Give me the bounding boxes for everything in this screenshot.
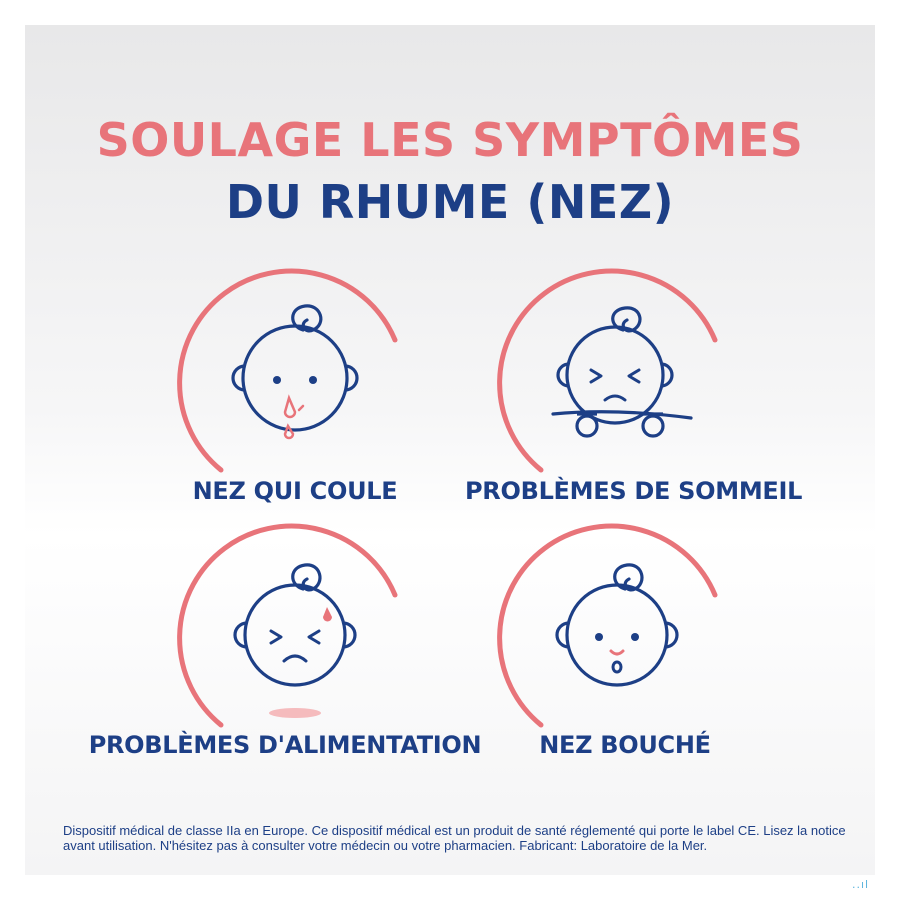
- symptom-label-runny-nose: NEZ QUI COULE: [192, 477, 398, 505]
- infographic-panel: [25, 25, 875, 875]
- symptom-label-feeding-problems: PROBLÈMES D'ALIMENTATION: [88, 731, 482, 759]
- title-line-2: DU RHUME (NEZ): [225, 175, 675, 229]
- legal-disclaimer: Dispositif médical de classe IIa en Europe. Ce dispositif médical est un produit de santé réglementé qui porte le label CE. Lisez la notice avant utilisation. N'hésitez pas à consulter votre médecin ou votre pharmacien. Fabricant: Laboratoire de la Mer.: [63, 823, 846, 853]
- corner-logo-mark: ..ıl: [852, 878, 870, 891]
- symptom-label-blocked-nose: NEZ BOUCHÉ: [539, 731, 711, 759]
- title-line-1: SOULAGE LES SYMPTÔMES: [96, 113, 804, 167]
- symptom-label-sleep-problems: PROBLÈMES DE SOMMEIL: [465, 477, 803, 505]
